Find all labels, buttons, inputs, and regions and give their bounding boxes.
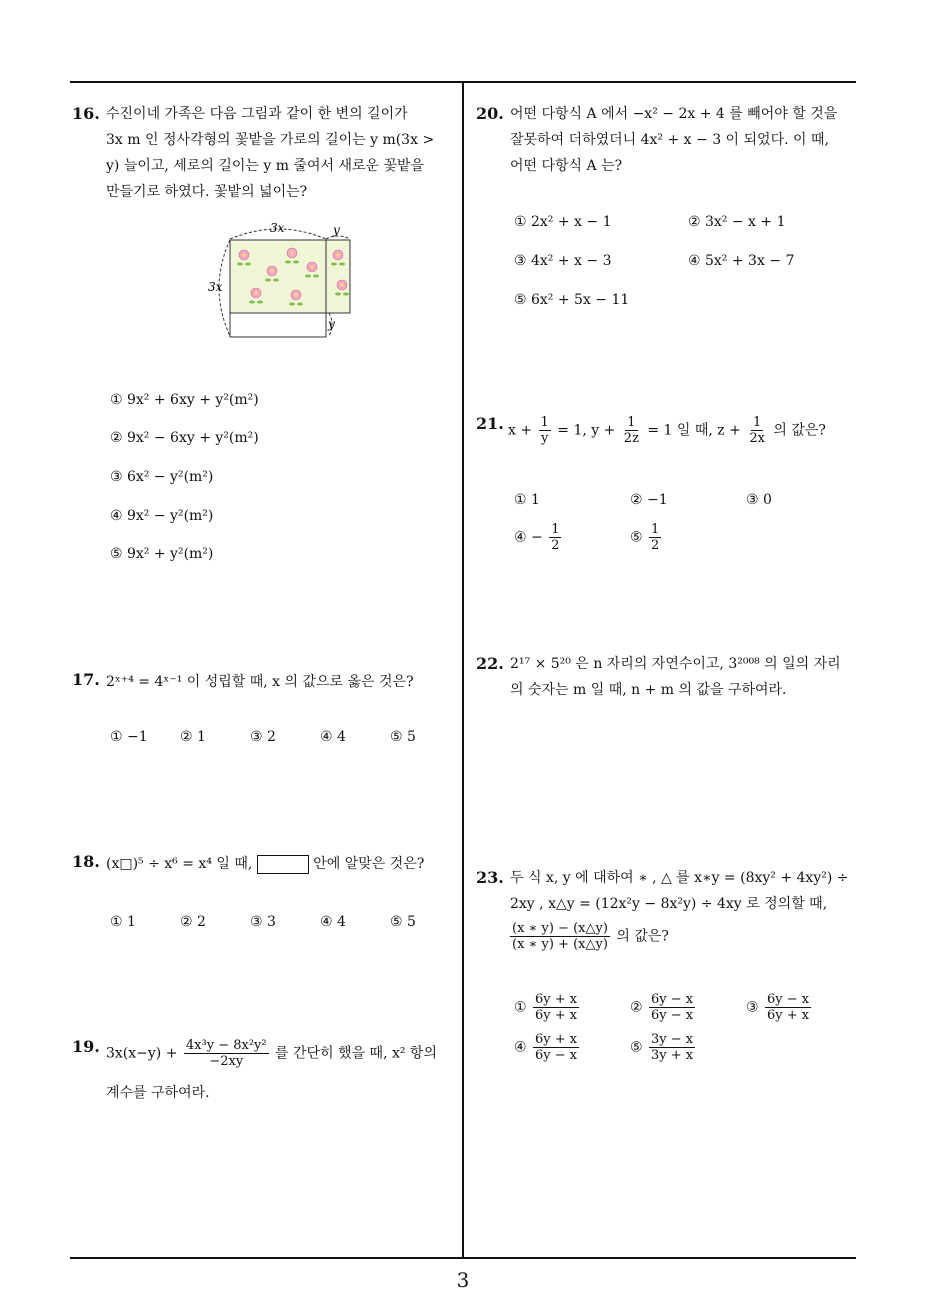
q18-choice-3[interactable]: ③ 3	[250, 914, 276, 930]
q17-number: 17.	[72, 670, 100, 689]
q23-choice-2[interactable]	[630, 992, 697, 1023]
q22-number: 22.	[476, 654, 504, 673]
q17-choice-5[interactable]: ⑤ 5	[390, 729, 416, 745]
q23-main-after: 의 값은?	[616, 928, 669, 945]
q22-line1: 2¹⁷ × 5²⁰ 은 n 자리의 자연수이고, 3²⁰⁰⁸ 의 일의 자리	[510, 656, 841, 672]
q21-frac2-num: 1	[627, 415, 636, 430]
q23-c4-label: ④	[514, 1039, 527, 1056]
q21-choice-5[interactable]	[630, 522, 663, 553]
q16-choice-2[interactable]: ② 9x² − 6xy + y²(m²)	[110, 430, 259, 446]
q23-choice-5[interactable]	[630, 1032, 697, 1063]
q18-choice-1[interactable]: ① 1	[110, 914, 136, 930]
q23-choice-1[interactable]	[514, 992, 581, 1023]
q23-c2-den: 6y − x	[651, 1008, 694, 1023]
q16-fig-label-y-top: y	[333, 223, 340, 237]
q21-part3: = 1 일 때, z +	[647, 422, 741, 439]
q17-choice-2[interactable]: ② 1	[180, 729, 206, 745]
q20-text	[510, 101, 860, 179]
q23-c2-frac	[649, 992, 695, 1023]
q22-line2: 의 숫자는 m 일 때, n + m 의 값을 구하여라.	[510, 682, 787, 698]
q21-choice-4-label: ④ −	[514, 529, 543, 546]
q20-line3: 어떤 다항식 A 는?	[510, 158, 623, 174]
q21-choice-5-frac	[649, 522, 661, 553]
q18-choice-5[interactable]: ⑤ 5	[390, 914, 416, 930]
q16-choice-5[interactable]: ⑤ 9x² + y²(m²)	[110, 546, 214, 562]
q19-frac-den: −2xy	[209, 1054, 244, 1069]
q21-frac3	[747, 415, 767, 446]
q21-frac1-num: 1	[540, 415, 549, 430]
q23-choice-3[interactable]	[746, 992, 813, 1023]
q17-choice-4[interactable]: ④ 4	[320, 729, 346, 745]
q18-number: 18.	[72, 852, 100, 871]
q16-fig-label-left: 3x	[208, 280, 223, 294]
q23-c5-den: 3y + x	[651, 1048, 694, 1063]
page-number: 3	[456, 1268, 470, 1292]
q18-text	[106, 853, 424, 874]
q20-number: 20.	[476, 104, 504, 123]
q20-choice-2[interactable]: ② 3x² − x + 1	[688, 214, 786, 230]
q21-part1: x +	[508, 422, 533, 439]
q21-number: 21.	[476, 414, 504, 433]
q22-text	[510, 651, 860, 703]
q16-line3: y) 늘이고, 세로의 길이는 y m 줄여서 새로운 꽃밭을	[106, 158, 425, 174]
q21-frac3-num: 1	[752, 415, 762, 430]
q16-flowerbed-figure	[200, 215, 370, 345]
q21-part4: 의 값은?	[773, 422, 826, 439]
q21-choice-4[interactable]	[514, 522, 563, 553]
q18-text-before: (x□)⁵ ÷ x⁶ = x⁴ 일 때,	[106, 856, 253, 872]
q19-number: 19.	[72, 1037, 100, 1056]
q21-choice-2[interactable]: ② −1	[630, 492, 668, 508]
q23-main-num: (x ∗ y) − (x△y)	[512, 921, 608, 936]
q21-choice-5-label: ⑤	[630, 529, 643, 546]
q17-text: 2ˣ⁺⁴ = 4ˣ⁻¹ 이 성립할 때, x 의 값으로 옳은 것은?	[106, 674, 414, 690]
q21-choice-4-frac	[549, 522, 561, 553]
q20-choice-5[interactable]: ⑤ 6x² + 5x − 11	[514, 292, 630, 308]
q19-expr-left: 3x(x−y) +	[106, 1045, 178, 1062]
q23-c3-frac	[765, 992, 811, 1023]
q16-choice-1[interactable]: ① 9x² + 6xy + y²(m²)	[110, 392, 259, 408]
q16-line4: 만들기로 하였다. 꽃밭의 넓이는?	[106, 184, 308, 200]
q21-c5-den: 2	[651, 538, 660, 553]
q23-c2-num: 6y − x	[651, 992, 694, 1007]
q23-c3-den: 6y + x	[767, 1008, 810, 1023]
q20-choice-3[interactable]: ③ 4x² + x − 3	[514, 253, 612, 269]
q19-fraction	[184, 1038, 269, 1069]
column-divider	[462, 82, 464, 1259]
q23-c1-den: 6y + x	[535, 1008, 578, 1023]
q23-line1: 두 식 x, y 에 대하여 ∗ , △ 를 x∗y = (8xy² + 4xy²) ÷	[510, 870, 849, 886]
q19-expression	[106, 1038, 437, 1069]
q23-main-frac	[510, 921, 610, 952]
q17-choice-3[interactable]: ③ 2	[250, 729, 276, 745]
q16-number: 16.	[72, 104, 100, 123]
q16-text	[106, 101, 456, 205]
bottom-rule	[70, 1257, 856, 1259]
q23-main-den: (x ∗ y) + (x△y)	[512, 937, 608, 952]
q21-frac2-den: 2z	[623, 431, 639, 446]
q23-c4-den: 6y − x	[535, 1048, 578, 1063]
q21-choice-1[interactable]: ① 1	[514, 492, 540, 508]
q18-blank-box	[257, 855, 309, 874]
q21-c5-num: 1	[651, 522, 660, 537]
q23-text	[510, 865, 860, 917]
q21-c4-num: 1	[551, 522, 560, 537]
q18-choice-4[interactable]: ④ 4	[320, 914, 346, 930]
q21-c4-den: 2	[551, 538, 560, 553]
q23-c1-frac	[533, 992, 579, 1023]
q20-choice-1[interactable]: ① 2x² + x − 1	[514, 214, 612, 230]
q17-choice-1[interactable]: ① −1	[110, 729, 148, 745]
q19-text-after: 를 간단히 했을 때, x² 항의	[275, 1045, 437, 1062]
q23-c5-label: ⑤	[630, 1039, 643, 1056]
q21-frac2	[622, 415, 641, 446]
q21-part2: = 1, y +	[557, 422, 616, 439]
q23-main-expression	[508, 921, 669, 952]
q16-fig-label-y-right: y	[328, 317, 335, 331]
q21-frac3-den: 2x	[749, 431, 765, 446]
q23-c5-num: 3y − x	[651, 1032, 694, 1047]
q16-line2: 3x m 인 정사각형의 꽃밭을 가로의 길이는 y m(3x >	[106, 132, 435, 148]
q21-expression	[508, 415, 826, 446]
q20-line1: 어떤 다항식 A 에서 −x² − 2x + 4 를 빼어야 할 것을	[510, 106, 838, 122]
q21-choice-3[interactable]: ③ 0	[746, 492, 772, 508]
q23-c1-label: ①	[514, 999, 527, 1016]
q23-c1-num: 6y + x	[535, 992, 578, 1007]
q21-frac1	[539, 415, 551, 446]
q23-choice-4[interactable]	[514, 1032, 581, 1063]
q21-frac1-den: y	[540, 431, 549, 446]
q23-c3-label: ③	[746, 999, 759, 1016]
q20-line2: 잘못하여 더하였더니 4x² + x − 3 이 되었다. 이 때,	[510, 132, 829, 148]
q18-text-after: 안에 알맞은 것은?	[313, 856, 425, 872]
q19-line2: 계수를 구하여라.	[106, 1085, 210, 1101]
q23-line2: 2xy , x△y = (12x²y − 8x²y) ÷ 4xy 로 정의할 때,	[510, 896, 828, 912]
q23-c4-frac	[533, 1032, 579, 1063]
q23-c3-num: 6y − x	[767, 992, 810, 1007]
q23-c4-num: 6y + x	[535, 1032, 578, 1047]
q16-choice-3[interactable]: ③ 6x² − y²(m²)	[110, 469, 214, 485]
q16-line1: 수진이네 가족은 다음 그림과 같이 한 변의 길이가	[106, 106, 408, 122]
q20-choice-4[interactable]: ④ 5x² + 3x − 7	[688, 253, 795, 269]
q16-fig-label-top: 3x	[270, 221, 285, 235]
q23-number: 23.	[476, 868, 504, 887]
q16-choice-4[interactable]: ④ 9x² − y²(m²)	[110, 508, 214, 524]
q23-c2-label: ②	[630, 999, 643, 1016]
q19-frac-num: 4x³y − 8x²y²	[185, 1038, 267, 1053]
q23-c5-frac	[649, 1032, 695, 1063]
q18-choice-2[interactable]: ② 2	[180, 914, 206, 930]
